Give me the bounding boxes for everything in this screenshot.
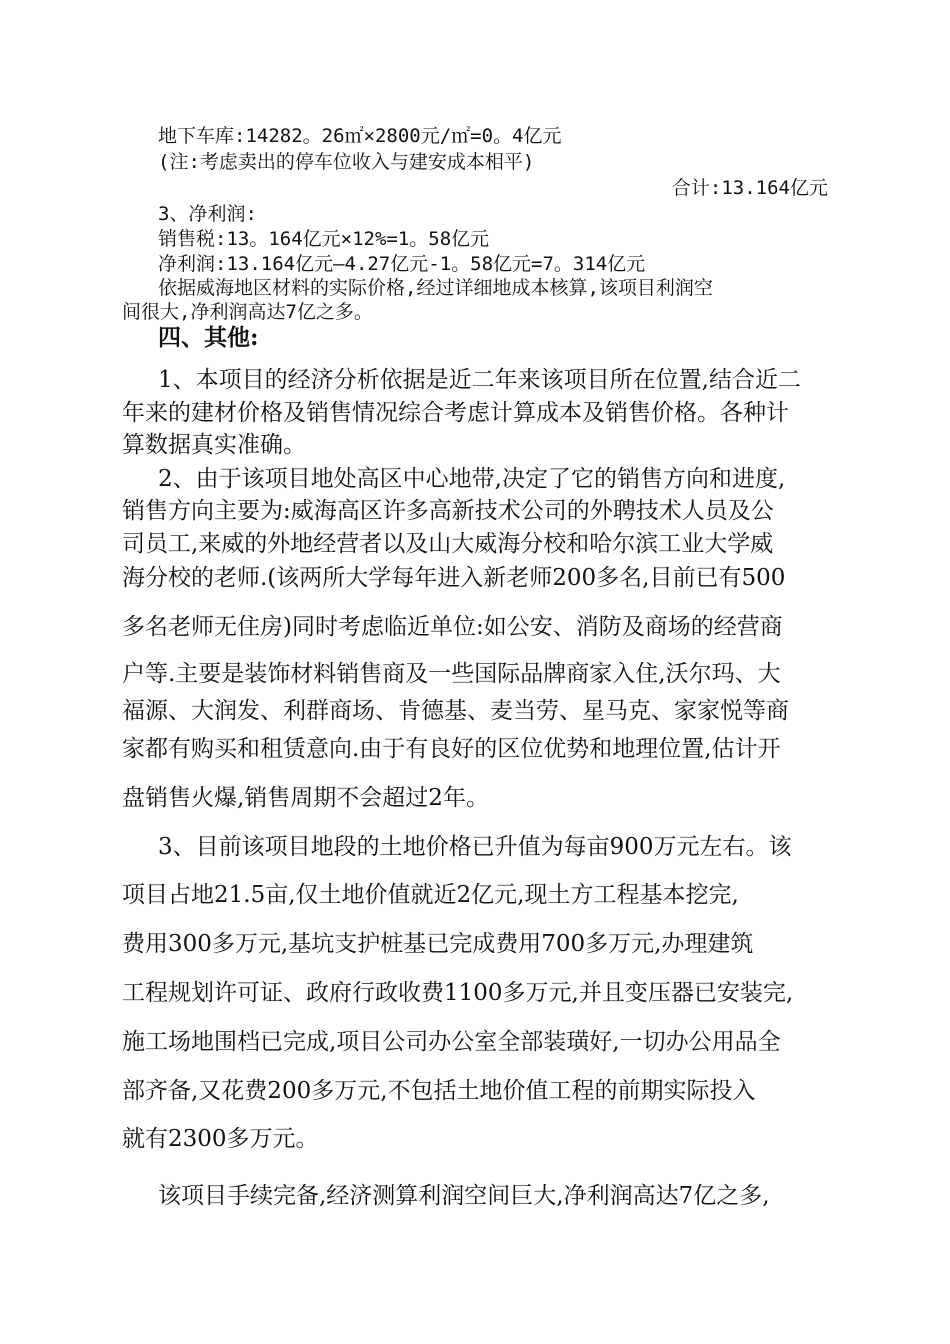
p1-line: 1、本项目的经济分析依据是近二年来该项目所在位置,结合近二 [158,367,801,393]
p2-line: 海分校的老师.(该两所大学每年进入新老师200多名,目前已有500 [122,565,786,591]
p4-line: 该项目手续完备,经济测算利润空间巨大,净利润高达7亿之多, [158,1183,770,1209]
conclusion-line-2: 间很大,净利润高达7亿之多。 [122,301,373,323]
p2-line: 司员工,来威的外地经营者以及山大威海分校和哈尔滨工业大学威 [122,531,774,557]
p1-line: 算数据真实准确。 [122,432,306,458]
p3-line: 就有2300多万元。 [122,1126,319,1152]
p2-line: 福源、大润发、利群商场、肯德基、麦当劳、星马克、家家悦等商 [122,698,789,724]
conclusion-line-1: 依据威海地区材料的实际价格,经过详细地成本核算,该项目利润空 [158,277,713,299]
net-profit-heading: 3、净利润: [158,203,257,225]
net-profit-line: 净利润:13.164亿元—4.27亿元-1。58亿元=7。314亿元 [158,253,646,275]
p2-line: 家都有购买和租赁意向.由于有良好的区位优势和地理位置,估计开 [122,736,781,762]
p3-line: 项目占地21.5亩,仅土地价值就近2亿元,现土方工程基本挖完, [122,882,739,908]
note-line: (注:考虑卖出的停车位收入与建安成本相平) [158,151,535,173]
p2-line: 2、由于该项目地处高区中心地带,决定了它的销售方向和进度, [158,466,786,492]
p3-line: 工程规划许可证、政府行政收费1100多万元,并且变压器已安装完, [122,980,794,1006]
garage-line: 地下车库:14282。26㎡×2800元/㎡=0。4亿元 [158,125,562,147]
p1-line: 年来的建材价格及销售情况综合考虑计算成本及销售价格。各种计 [122,400,789,426]
p3-line: 施工场地围档已完成,项目公司办公室全部装璜好,一切办公用品全 [122,1029,781,1055]
p2-line: 户等.主要是装饰材料销售商及一些国际品牌商家入住,沃尔玛、大 [122,661,781,687]
p3-line: 费用300多万元,基坑支护桩基已完成费用700多万元,办理建筑 [122,931,754,957]
sales-tax-line: 销售税:13。164亿元×12%=1。58亿元 [158,228,490,250]
section-heading: 四、其他: [158,324,259,351]
p2-line: 盘销售火爆,销售周期不会超过2年。 [122,785,489,811]
p3-line: 部齐备,又花费200多万元,不包括土地价值工程的前期实际投入 [122,1078,756,1104]
p2-line: 多名老师无住房)同时考虑临近单位:如公安、消防及商场的经营商 [122,614,783,640]
total-line: 合计:13.164亿元 [671,177,828,199]
p2-line: 销售方向主要为:威海高区许多高新技术公司的外聘技术人员及公 [122,498,774,524]
p3-line: 3、目前该项目地段的土地价格已升值为每亩900万元左右。该 [158,834,792,860]
